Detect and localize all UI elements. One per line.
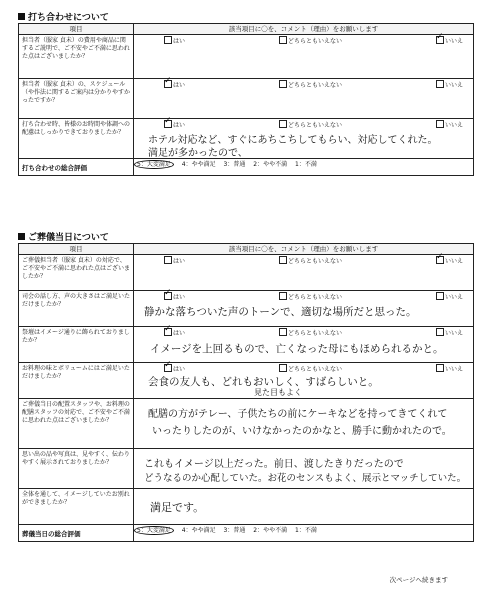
rating-option[interactable]: 4：やや満足 [181,161,216,168]
checkbox[interactable] [279,80,287,88]
checkbox-checked[interactable] [436,256,444,264]
question-row [19,489,474,525]
checkbox-checked[interactable] [164,292,172,300]
rating-option[interactable]: 2：やや不満 [253,527,288,534]
square-bullet-icon [18,13,25,20]
option-no[interactable]: ✓ いいえ [436,256,463,265]
square-bullet-icon [18,233,25,240]
question-row [19,327,474,363]
answer-cell [134,363,474,399]
answer-cell [134,449,474,489]
handwritten-comment: これもイメージ以上だった。前日、渡したきりだったので [144,459,404,470]
question-text: 司会の話し方、声の大きさはご満足いただけましたか？ [19,291,134,327]
option-neutral[interactable]: どちらともいえない [279,328,342,337]
rating-option[interactable]: 3：普通 [223,527,246,534]
checkbox[interactable] [279,328,287,336]
rating-label: 打ち合わせの総合評価 [19,159,134,176]
option-yes[interactable]: はい [164,256,185,265]
column-header-answer: 該当項目に〇を、コメント（理由）をお願いします [134,24,474,35]
question-row [19,35,474,79]
question-text: ご葬儀担当者（服家 貞未）の対応で、ご不安やご不満に思われた点はございましたか？ [19,255,134,291]
option-yes[interactable]: ✓はい [164,364,185,373]
question-text: 担当者（服家 貞未）の、スケジュール（や作法に関するご案内は分かりやすかったですか？ [19,79,134,119]
question-text: 担当者（服家 貞未）の費用や商品に関するご説明で、ご不安やご不満に思われた点はございましたか？ [19,35,134,79]
handwritten-comment: 見た目もよく [254,388,302,397]
option-yes[interactable]: はい [164,36,185,45]
option-neutral[interactable]: どちらともいえない [279,292,342,301]
handwritten-comment: ホテル対応など、すぐにあちこちしてもらい、対応してくれた。 [148,135,438,146]
answer-cell [134,119,474,159]
question-text: 打ち合わせ時、皆様のお時間や体調への配慮はしっかりできておりましたか？ [19,119,134,159]
answer-cell [134,399,474,449]
checkbox[interactable] [436,364,444,372]
handwritten-comment: 配膳の方がテレー、子供たちの前にケーキなどを持ってきてくれて [148,409,448,420]
section1-title: 打ち合わせについて [18,10,109,23]
rating-options [134,159,474,176]
option-neutral[interactable]: どちらともいえない [279,364,342,373]
answer-cell [134,79,474,119]
question-row [19,79,474,119]
option-no[interactable]: いいえ [436,292,463,301]
checkbox[interactable] [436,80,444,88]
section2-title: ご葬儀当日について [18,230,109,243]
option-yes[interactable]: ✓はい [164,120,185,129]
option-no[interactable]: いいえ [436,80,463,89]
answer-cell [134,327,474,363]
checkbox[interactable] [279,120,287,128]
checkbox[interactable] [279,364,287,372]
rating-label: 葬儀当日の総合評価 [19,525,134,542]
question-row [19,291,474,327]
checkbox[interactable] [436,292,444,300]
option-yes[interactable]: ✓はい [164,292,185,301]
question-row [19,363,474,399]
checkbox[interactable] [436,120,444,128]
handwritten-comment: どうなるのか心配していた。お花のセンスもよく、展示とマッチしていた。 [144,473,467,484]
answer-cell [134,489,474,525]
checkbox-checked[interactable] [164,120,172,128]
option-neutral[interactable]: どちらともいえない [279,80,342,89]
continued-note: 次ページへ続きます [389,576,448,584]
answer-cell [134,255,474,291]
answer-cell [134,291,474,327]
checkbox[interactable] [164,36,172,44]
rating-option[interactable]: 4：やや満足 [181,527,216,534]
question-text: お料理の味とボリュームにはご満足いただけましたか？ [19,363,134,399]
handwritten-comment: 満足が多かったので、 [148,148,248,159]
option-no[interactable]: いいえ [436,328,463,337]
handwritten-comment: 静かな落ちついた声のトーンで、適切な場所だと思った。 [144,306,417,318]
checkbox-checked[interactable] [164,80,172,88]
answer-cell [134,35,474,79]
rating-option[interactable]: 2：やや不満 [253,161,288,168]
section1-table [18,23,474,176]
option-no[interactable]: いいえ [436,364,463,373]
rating-option[interactable]: 1：不満 [295,161,317,168]
option-yes[interactable]: ✓はい [164,80,185,89]
checkbox[interactable] [436,328,444,336]
option-neutral[interactable]: どちらともいえない [279,256,342,265]
question-text: ご葬儀当日の配置スタッフや、お料理の配膳スタッフの対応で、ご不安やご不満に思われた点はございましたか？ [19,399,134,449]
rating-options [134,525,474,542]
question-text: 祭壇はイメージ通りに飾られておりましたか？ [19,327,134,363]
question-row [19,449,474,489]
question-text: 思い出の品や写真は、見やすく、伝わりやすく展示されておりましたか？ [19,449,134,489]
column-header-answer: 該当項目に〇を、コメント（理由）をお願いします [134,244,474,255]
handwritten-comment: 満足です。 [150,501,205,514]
question-row [19,399,474,449]
rating-option[interactable]: 1：不満 [295,527,317,534]
rating-option[interactable]: 3：普通 [223,161,246,168]
column-header-item: 項目 [19,24,134,35]
question-row [19,255,474,291]
option-no[interactable]: いいえ [436,120,463,129]
question-text: 全体を通して、イメージしていたお別れができましたか？ [19,489,134,525]
option-neutral[interactable]: どちらともいえない [279,120,342,129]
checkbox-checked[interactable] [164,328,172,336]
option-neutral[interactable]: どちらともいえない [279,36,342,45]
rating-row [19,159,474,176]
handwritten-comment: いったりしたのが、いけなかったのかなと、勝手に動かれたので。 [152,426,452,437]
column-header-item: 項目 [19,244,134,255]
rating-option-selected[interactable]: 5：大変満足 [134,526,174,535]
checkbox-checked[interactable] [436,36,444,44]
rating-row [19,525,474,542]
option-yes[interactable]: ✓はい [164,328,185,337]
checkbox[interactable] [279,256,287,264]
checkbox[interactable] [279,292,287,300]
handwritten-comment: 会食の友人も、どれもおいしく、すばらしいと。 [148,376,379,388]
checkbox[interactable] [164,256,172,264]
option-no[interactable]: ✓ いいえ [436,36,463,45]
question-row [19,119,474,159]
rating-option-selected[interactable]: 5：大変満足 [134,160,174,169]
handwritten-comment: イメージを上回るもので、亡くなった母にもほめられるかと。 [150,343,444,355]
checkbox[interactable] [279,36,287,44]
section2-table [18,243,474,542]
checkbox-checked[interactable] [164,364,172,372]
